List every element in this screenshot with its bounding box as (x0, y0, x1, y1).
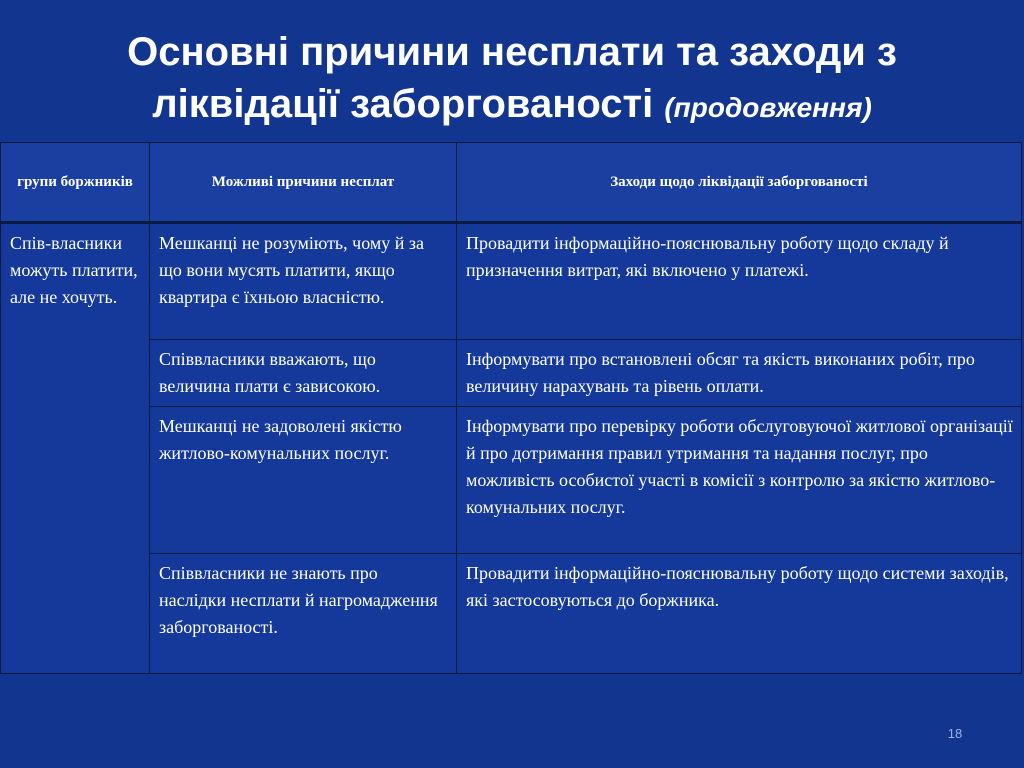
header-measures: Заходи щодо ліквідації заборгованості (457, 143, 1022, 223)
table-row (1, 554, 1022, 674)
title-line-1: Основні причини несплати та заходи з (127, 30, 897, 74)
table-row (1, 223, 1022, 340)
measure-cell: Провадити інформаційно-пояснювальну роботу щодо системи заходів, які застосовуються до боржника. (457, 554, 1022, 674)
measure-cell: Інформувати про встановлені обсяг та якість виконаних робіт, про величину нарахувань та рівень оплати. (457, 340, 1022, 407)
cause-cell: Співвласники не знають про наслідки несплати й нагромадження заборгованості. (150, 554, 457, 674)
cause-cell: Мешканці не задоволені якістю житлово-комунальних послуг. (150, 407, 457, 554)
title-line-2-text: ліквідації заборгованості (152, 82, 665, 126)
cause-cell: Мешканці не розуміють, чому й за що вони мусять платити, якщо квартира є їхньою власністю. (150, 223, 457, 340)
table-header-row (1, 143, 1022, 223)
debt-table (0, 142, 1022, 674)
header-causes: Можливі причини несплат (150, 143, 457, 223)
measure-cell: Провадити інформаційно-пояснювальну роботу щодо складу й призначення витрат, які включено у платежі. (457, 223, 1022, 340)
cause-cell: Співвласники вважають, що величина плати є зависокою. (150, 340, 457, 407)
title-line-2 (0, 78, 1024, 134)
measure-cell: Інформувати про перевірку роботи обслуговуючої житлової організації й про дотримання правил утримання та надання послуг, про можливість особистої участі в комісії з контролю за якістю житлово-комунальних послуг. (457, 407, 1022, 554)
group-cell: Спів-власники можуть платити, але не хочуть. (1, 223, 150, 674)
header-groups: групи боржників (1, 143, 150, 223)
page-number: 18 (947, 726, 963, 741)
table-row (1, 340, 1022, 407)
slide-title (0, 26, 1024, 134)
table-row (1, 407, 1022, 554)
title-suffix: (продовження) (664, 92, 872, 123)
